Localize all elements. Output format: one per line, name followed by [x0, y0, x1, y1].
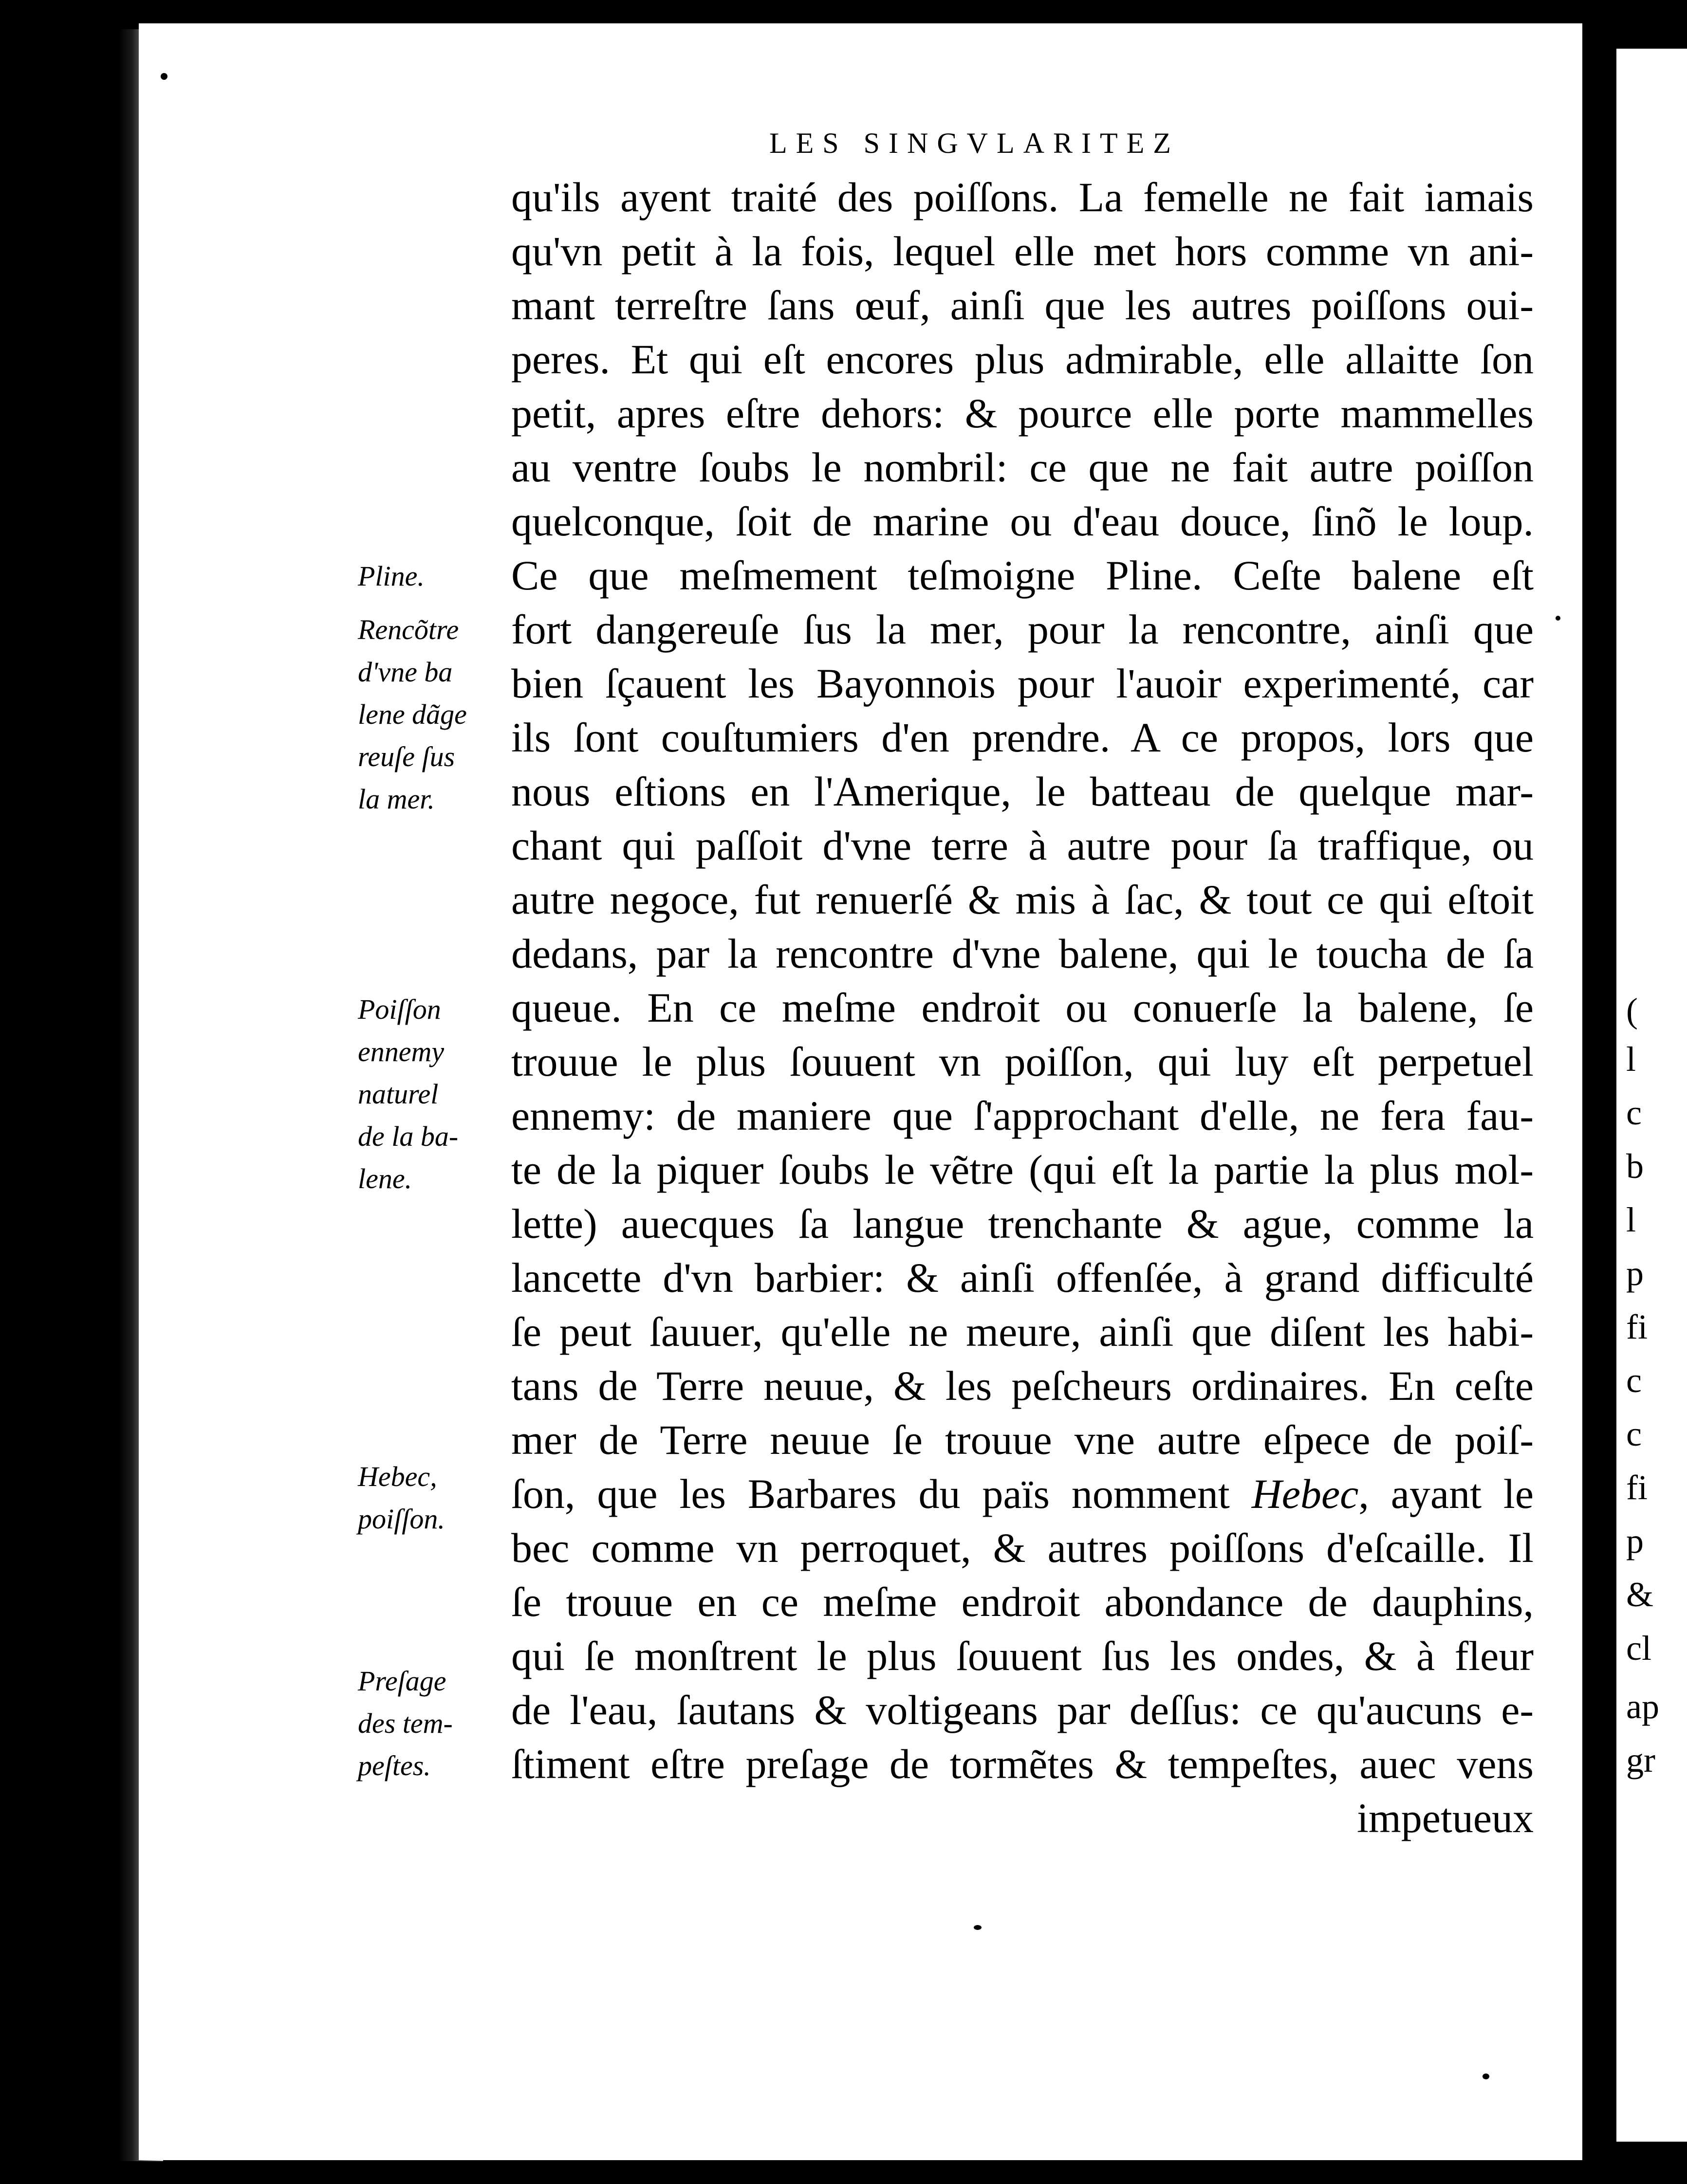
facing-page-glyph: c: [1626, 1093, 1642, 1132]
text-line: ennemy: de maniere que ſ'approchant d'elle, ne fera fau-: [511, 1092, 1534, 1139]
text-line: ſon, que les Barbares du païs nomment Hebec, ayant le: [511, 1470, 1534, 1517]
margin-note-line: Poiſſon: [358, 993, 441, 1025]
text-line: mer de Terre neuue ſe trouue vne autre eſpece de poiſ-: [511, 1416, 1534, 1463]
facing-page-glyph: cl: [1626, 1629, 1651, 1668]
margin-note-line: Pline.: [358, 560, 425, 592]
text-line: nous eſtions en l'Amerique, le batteau de quelque mar-: [511, 768, 1534, 815]
margin-note-line: des tem-: [358, 1707, 453, 1739]
text-line: tans de Terre neuue, & les peſcheurs ordinaires. En ceſte: [511, 1362, 1534, 1409]
facing-page-glyph: fi: [1626, 1307, 1648, 1346]
text-line: au ventre ſoubs le nombril: ce que ne fait autre poiſſon: [511, 444, 1534, 491]
text-line: qu'vn petit à la fois, lequel elle met hors comme vn ani-: [511, 228, 1534, 275]
margin-note-line: lene.: [358, 1163, 412, 1194]
facing-page-glyph: b: [1626, 1147, 1644, 1186]
text-line: ils ſont couſtumiers d'en prendre. A ce propos, lors que: [511, 714, 1534, 761]
text-line: de l'eau, ſautans & voltigeans par deſſus: ce qu'aucuns e-: [511, 1687, 1534, 1733]
facing-page-glyph: p: [1626, 1522, 1644, 1560]
text-line: ſe peut ſauuer, qu'elle ne meure, ainſi que diſent les habi-: [511, 1308, 1534, 1355]
text-line: lette) auecques ſa langue trenchante & ague, comme la: [511, 1200, 1534, 1247]
scan-speck: [974, 1925, 982, 1930]
margin-note-presage: [358, 1660, 487, 1787]
margin-note-poisson-ennemy: [358, 988, 487, 1200]
margin-note-line: naturel: [358, 1078, 439, 1110]
text-line: Ce que meſmement teſmoigne Pline. Ceſte balene eſt: [511, 552, 1534, 599]
margin-note-line: Rencõtre: [358, 614, 459, 645]
margin-note-line: la mer.: [358, 783, 435, 815]
fish-name-hebec: Hebec: [1251, 1470, 1359, 1517]
text-line: bec comme vn perroquet, & autres poiſſons d'eſcaille. Il: [511, 1524, 1534, 1571]
facing-page-glyph: ap: [1626, 1687, 1659, 1726]
text-line: dedans, par la rencontre d'vne balene, qui le toucha de ſa: [511, 930, 1534, 977]
text-line: chant qui paſſoit d'vne terre à autre pour ſa traffique, ou: [511, 822, 1534, 869]
margin-note-line: reuſe ſus: [358, 741, 455, 772]
text-line: ſe trouue en ce meſme endroit abondance de dauphins,: [511, 1578, 1534, 1625]
scan-speck: [1556, 616, 1560, 621]
catchword: impetueux: [1356, 1795, 1534, 1841]
text-line: bien ſçauent les Bayonnois pour l'auoir experimenté, car: [511, 660, 1534, 707]
text-line: mant terreſtre ſans œuf, ainſi que les autres poiſſons oui-: [511, 282, 1534, 329]
facing-page-glyph: gr: [1626, 1741, 1655, 1780]
facing-page-glyph: &: [1626, 1575, 1654, 1614]
text-line: trouue le plus ſouuent vn poiſſon, qui luy eſt perpetuel: [511, 1038, 1534, 1085]
margin-note-line: lene dãge: [358, 698, 467, 730]
facing-page-glyph: c: [1626, 1361, 1642, 1400]
text-line: qu'ils ayent traité des poiſſons. La femelle ne fait iamais: [511, 174, 1534, 220]
text-line: ſtiment eſtre preſage de tormẽtes & tempeſtes, auec vens: [511, 1741, 1534, 1787]
margin-note-hebec: [358, 1455, 487, 1540]
text-line: petit, apres eſtre dehors: & pource elle porte mammelles: [511, 390, 1534, 437]
margin-note-line: de la ba-: [358, 1120, 459, 1152]
body-text: [511, 170, 1534, 1845]
facing-page-glyph: l: [1626, 1040, 1636, 1079]
running-head: LES SINGVLARITEZ: [769, 127, 1180, 159]
margin-note-line: Hebec,: [358, 1461, 437, 1492]
margin-note-line: Preſage: [358, 1665, 446, 1697]
facing-page-glyph: c: [1626, 1414, 1642, 1453]
text-line: fort dangereuſe ſus la mer, pour la rencontre, ainſi que: [511, 606, 1534, 653]
margin-note-line: d'vne ba: [358, 656, 453, 688]
margin-note-line: ennemy: [358, 1036, 445, 1067]
facing-page-glyph: fi: [1626, 1468, 1648, 1507]
facing-page-edge: [1616, 49, 1687, 2142]
text-line: queue. En ce meſme endroit ou conuerſe la balene, ſe: [511, 984, 1534, 1031]
margin-note-rencontre: [358, 608, 487, 820]
margin-note-line: peſtes.: [358, 1750, 431, 1781]
text-line: quelconque, ſoit de marine ou d'eau douce, ſinõ le loup.: [511, 498, 1534, 545]
text-line: te de la piquer ſoubs le vẽtre (qui eſt la partie la plus mol-: [511, 1146, 1534, 1193]
facing-page-glyph: (: [1626, 991, 1638, 1030]
text-line: lancette d'vn barbier: & ainſi offenſée, à grand difficulté: [511, 1254, 1534, 1301]
facing-page-glyph: p: [1626, 1254, 1644, 1293]
scan-speck: [1483, 2074, 1489, 2079]
margin-note-line: poiſſon.: [358, 1503, 445, 1535]
text-line: peres. Et qui eſt encores plus admirable, elle allaitte ſon: [511, 336, 1534, 383]
scan-speck: [161, 73, 167, 80]
margin-note-pline: [358, 555, 487, 597]
facing-page-glyph: l: [1626, 1200, 1636, 1239]
text-line: autre negoce, fut renuerſé & mis à ſac, & tout ce qui eſtoit: [511, 876, 1534, 923]
text-line: qui ſe monſtrent le plus ſouuent ſus les ondes, & à fleur: [511, 1633, 1534, 1679]
